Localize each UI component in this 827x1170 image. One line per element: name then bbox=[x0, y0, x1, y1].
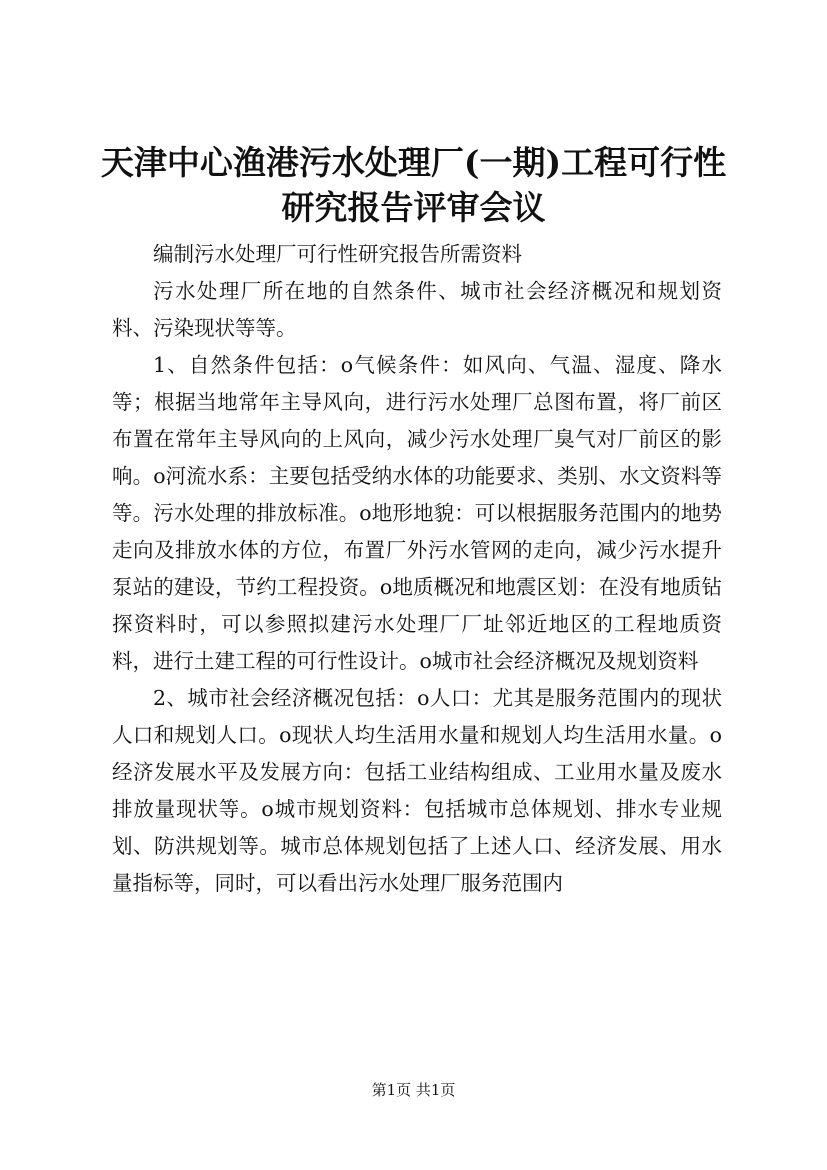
paragraph-natural-conditions: 1、自然条件包括：o气候条件：如风向、气温、湿度、降水等；根据当地常年主导风向，进行污水处理厂总图布置，将厂前区布置在常年主导风向的上风向，减少污水处理厂臭气对厂前区的影响。o河流水系：主要包括受纳水体的功能要求、类别、水文资料等等。污水处理的排放标准。o地形地貌：可以根据服务范围内的地势走向及排放水体的方位，布置厂外污水管网的走向，减少污水提升泵站的建设，节约工程投资。o地质概况和地震区划：在没有地质钻探资料时，可以参照拟建污水处理厂厂址邻近地区的工程地质资料，进行土建工程的可行性设计。o城市社会经济概况及规划资料 bbox=[112, 353, 722, 673]
paragraph-intro: 污水处理厂所在地的自然条件、城市社会经济概况和规划资料、污染现状等等。 bbox=[112, 279, 722, 340]
document-title: 天津中心渔港污水处理厂(一期)工程可行性研究报告评审会议 bbox=[100, 143, 727, 227]
paragraph-heading: 编制污水处理厂可行性研究报告所需资料 bbox=[153, 242, 522, 266]
document-body bbox=[112, 236, 722, 902]
page-footer: 第1页 共1页 bbox=[371, 1081, 456, 1099]
paragraph-socioeconomic: 2、城市社会经济概况包括：o人口：尤其是服务范围内的现状人口和规划人口。o现状人均生活用水量和规划人均生活用水量。o经济发展水平及发展方向：包括工业结构组成、工业用水量及废水排放量现状等。o城市规划资料：包括城市总体规划、排水专业规划、防洪规划等。城市总体规划包括了上述人口、经济发展、用水量指标等，同时，可以看出污水处理厂服务范围内 bbox=[112, 686, 722, 895]
